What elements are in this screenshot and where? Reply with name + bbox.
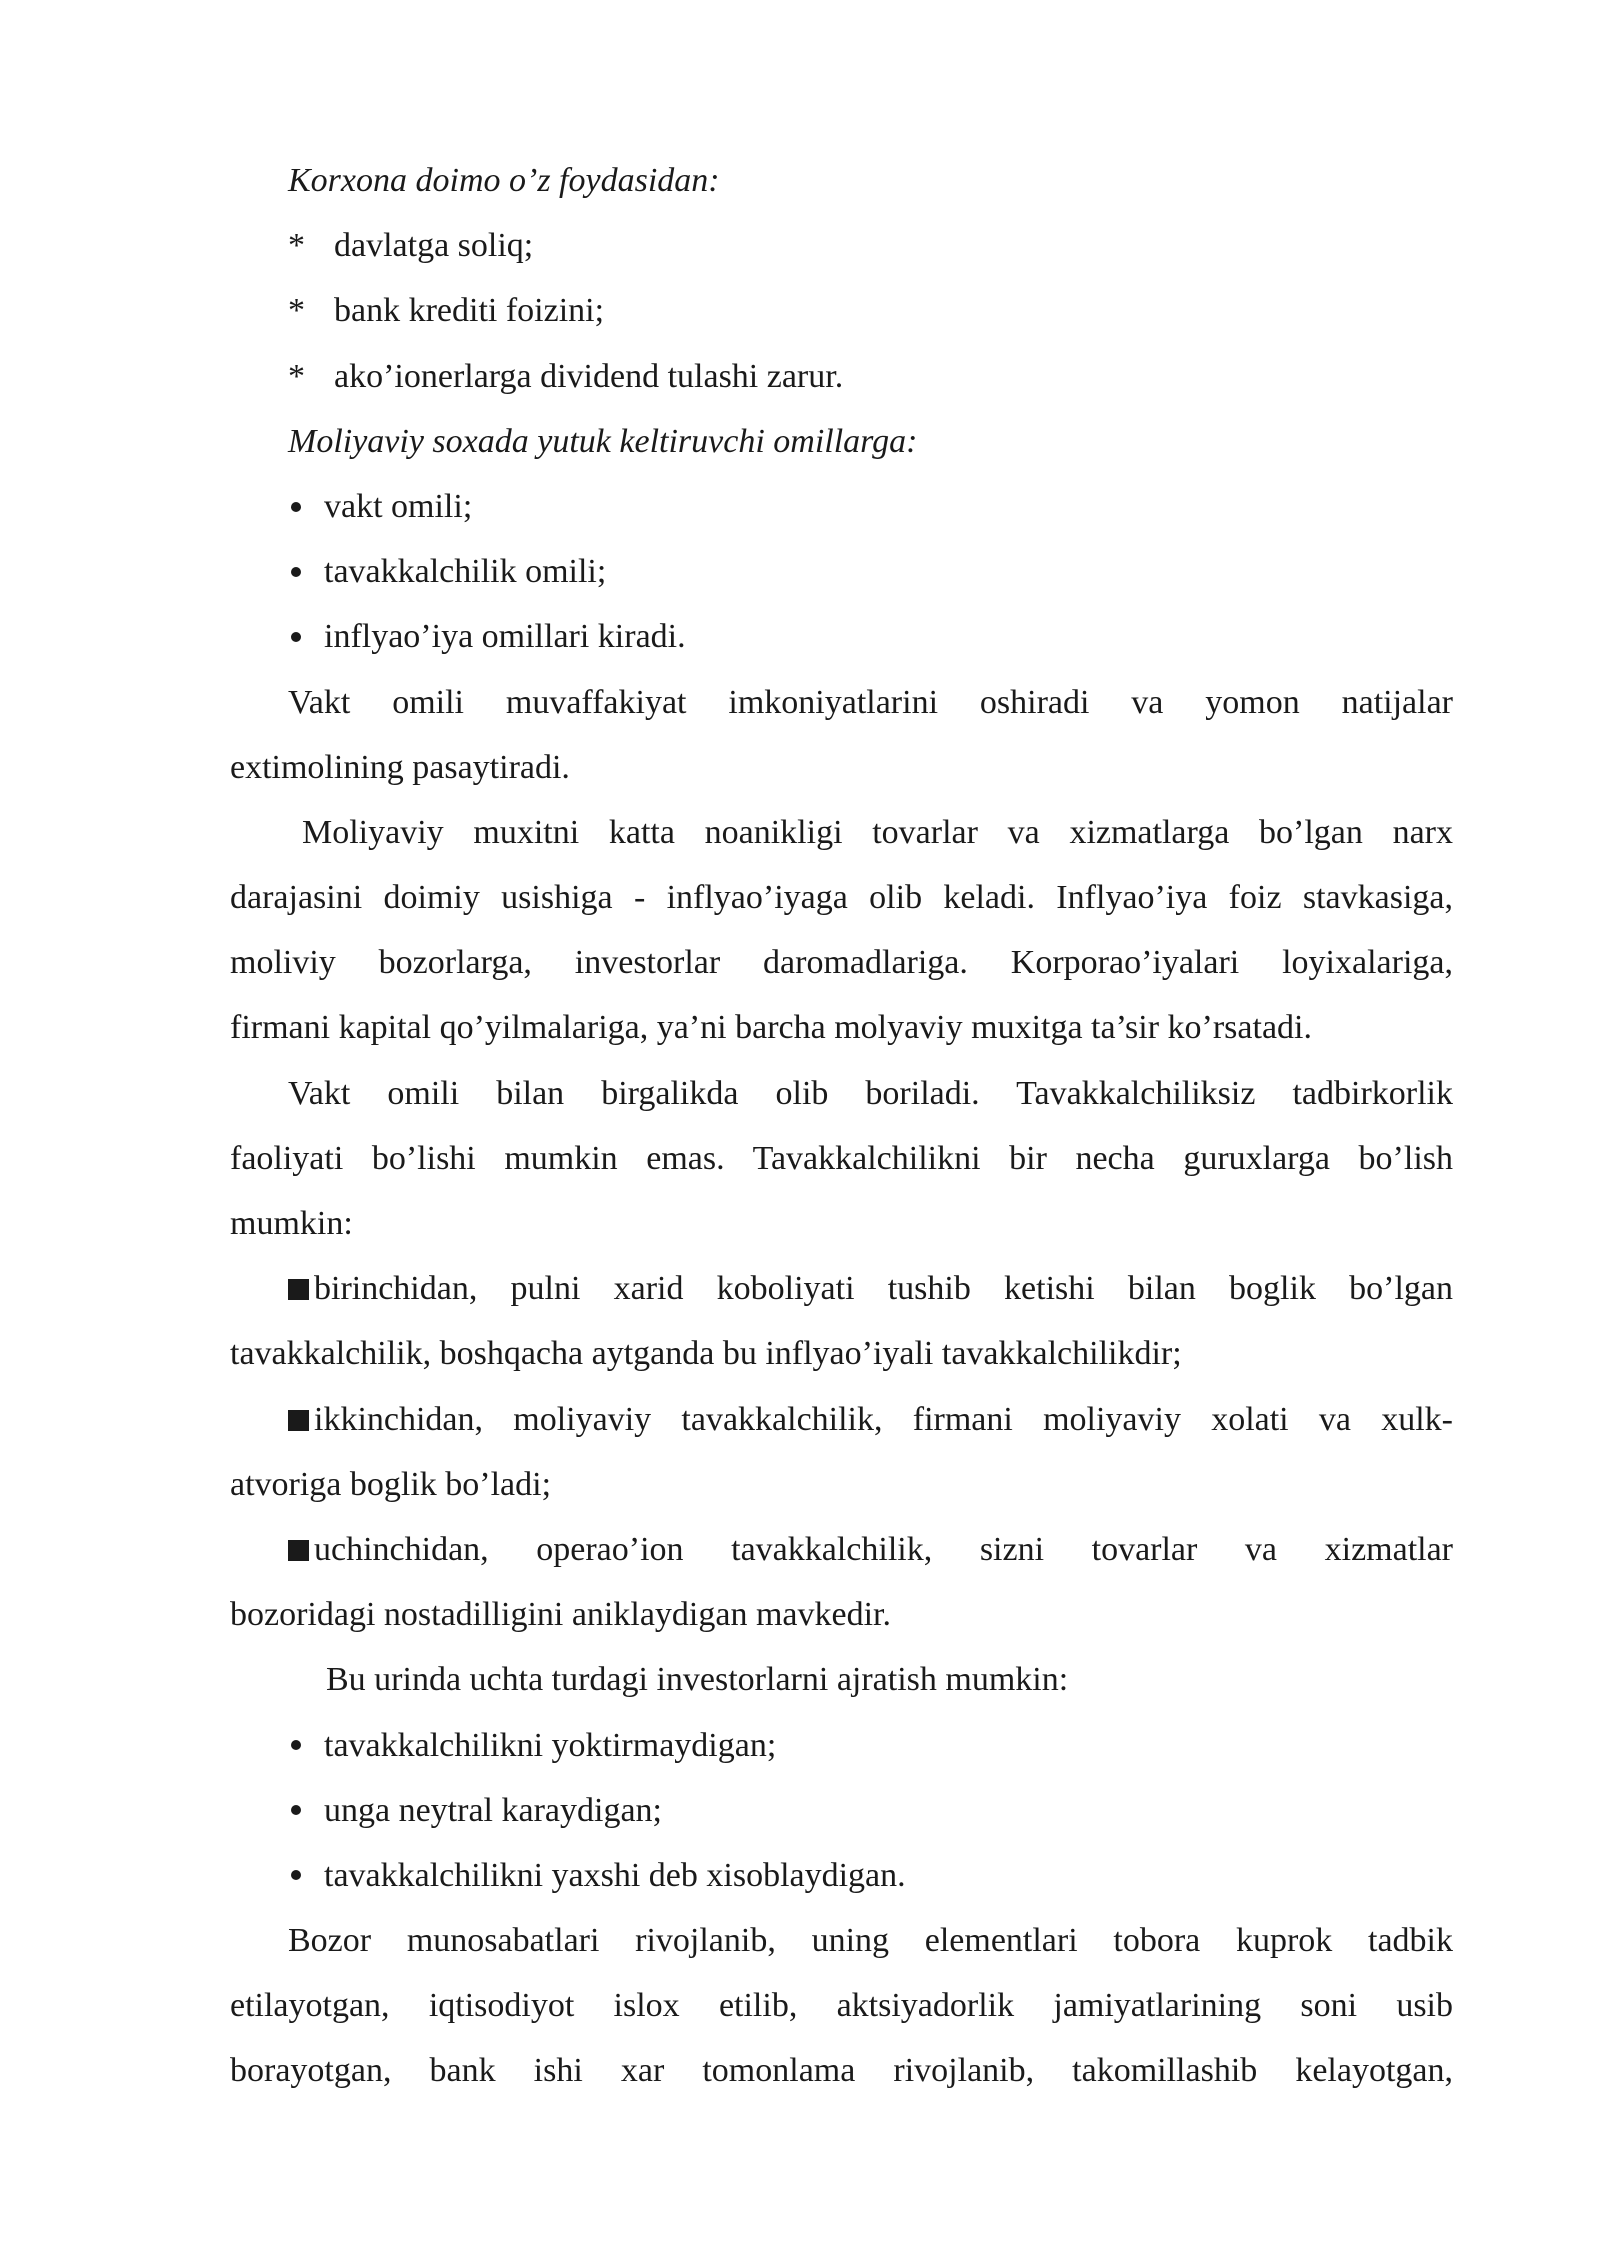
investor-list-item — [230, 1843, 1453, 1908]
factor-item-text: tavakkalchilik omili; — [324, 553, 607, 591]
investor-list-item — [230, 1778, 1453, 1843]
factor-item-text: inflyao’iya omillari kiradi. — [324, 618, 686, 656]
bullet-dot-icon — [291, 1740, 301, 1750]
paragraph-2-line: Moliyaviy muxitni katta noanikligi tovarlar va xizmatlarga bo’lgan narx — [302, 813, 1453, 851]
bullet-dot-icon — [291, 567, 301, 577]
investor-list-item — [230, 1713, 1453, 1778]
factor-list-item — [230, 539, 1453, 604]
risk-item-continuation: bozoridagi nostadilligini aniklaydigan mavkedir. — [230, 1596, 891, 1634]
star-marker: * — [288, 227, 305, 265]
paragraph-3-line: Vakt omili bilan birgalikda olib boriladi. Tavakkalchiliksiz tadbirkorlik — [288, 1074, 1453, 1112]
star-list-item — [230, 278, 1453, 343]
risk-item-continuation: tavakkalchilik, boshqacha aytganda bu inflyao’iyali tavakkalchilikdir; — [230, 1335, 1182, 1373]
bullet-dot-icon — [291, 502, 301, 512]
bullet-dot-icon — [291, 1870, 301, 1880]
risk-item-first-line — [230, 1387, 1453, 1452]
star-item-text: bank krediti foizini; — [334, 292, 605, 330]
risk-item-text: uchinchidan, operao’ion tavakkalchilik, sizni tovarlar va xizmatlar — [314, 1530, 1453, 1568]
paragraph-2-line: darajasini doimiy usishiga - inflyao’iyaga olib keladi. Inflyao’iya foiz stavkasiga, — [230, 879, 1453, 917]
star-item-text: ako’ionerlarga dividend tulashi zarur. — [334, 357, 844, 395]
paragraph-2-line: firmani kapital qo’yilmalariga, ya’ni barcha molyaviy muxitga ta’sir ko’rsatadi. — [230, 1009, 1312, 1047]
square-bullet-icon — [288, 1279, 309, 1300]
star-marker: * — [288, 292, 305, 330]
factor-list-item — [230, 474, 1453, 539]
star-item-text: davlatga soliq; — [334, 227, 534, 265]
risk-item-text: ikkinchidan, moliyaviy tavakkalchilik, firmani moliyaviy xolati va xulk- — [314, 1400, 1453, 1438]
square-bullet-icon — [288, 1410, 309, 1431]
paragraph-4-line: etilayotgan, iqtisodiyot islox etilib, aktsiyadorlik jamiyatlarining soni usib — [230, 1987, 1453, 2025]
paragraph-4-line: borayotgan, bank ishi xar tomonlama rivojlanib, takomillashib kelayotgan, — [230, 2052, 1453, 2090]
investor-item-text: unga neytral karaydigan; — [324, 1791, 662, 1829]
factor-list-item — [230, 604, 1453, 669]
risk-item-first-line — [230, 1517, 1453, 1582]
bullet-dot-icon — [291, 632, 301, 642]
star-list-item — [230, 213, 1453, 278]
paragraph-4-line: Bozor munosabatlari rivojlanib, uning elementlari tobora kuprok tadbik — [288, 1922, 1453, 1960]
bullet-dot-icon — [291, 1805, 301, 1815]
star-list-item — [230, 344, 1453, 409]
factor-item-text: vakt omili; — [324, 487, 473, 525]
document-page — [230, 148, 1453, 2104]
risk-item-continuation: atvoriga boglik bo’ladi; — [230, 1465, 552, 1503]
investor-item-text: tavakkalchilikni yaxshi deb xisoblaydigan. — [324, 1856, 906, 1894]
square-bullet-icon — [288, 1540, 309, 1561]
investor-item-text: tavakkalchilikni yoktirmaydigan; — [324, 1726, 777, 1764]
paragraph-2-line: moliviy bozorlarga, investorlar daromadlariga. Korporao’iyalari loyixalariga, — [230, 944, 1453, 982]
star-marker: * — [288, 357, 305, 395]
intro-heading: Korxona doimo o’z foydasidan: — [288, 162, 720, 199]
risk-item-text: birinchidan, pulni xarid koboliyati tushib ketishi bilan boglik bo’lgan — [314, 1270, 1453, 1308]
investors-heading: Bu urinda uchta turdagi investorlarni ajratish mumkin: — [326, 1661, 1069, 1699]
risk-item-first-line — [230, 1256, 1453, 1321]
paragraph-1-line: extimolining pasaytiradi. — [230, 748, 570, 786]
factors-heading: Moliyaviy soxada yutuk keltiruvchi omillarga: — [288, 422, 918, 460]
paragraph-1-line: Vakt omili muvaffakiyat imkoniyatlarini oshiradi va yomon natijalar — [288, 683, 1453, 721]
paragraph-3-line: mumkin: — [230, 1205, 353, 1242]
paragraph-3-line: faoliyati bo’lishi mumkin emas. Tavakkalchilikni bir necha guruxlarga bo’lish — [230, 1139, 1453, 1177]
